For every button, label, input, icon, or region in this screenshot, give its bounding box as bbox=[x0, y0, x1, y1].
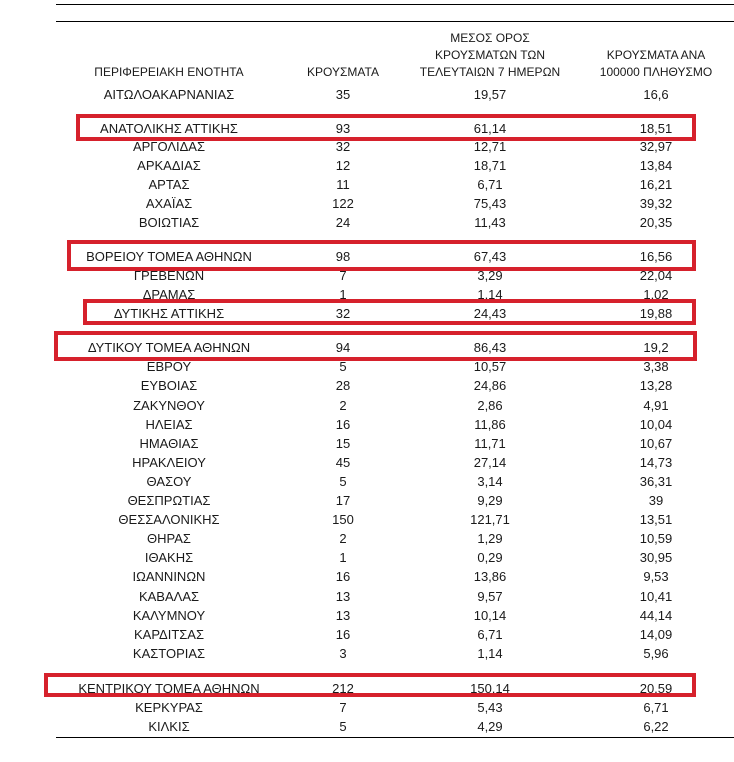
cases-cell: 5 bbox=[339, 474, 347, 489]
avg7-cell: 75,43 bbox=[473, 196, 507, 211]
region-cell: ΘΗΡΑΣ bbox=[147, 531, 191, 546]
table-row bbox=[56, 548, 734, 567]
per100k-cell: 3,38 bbox=[643, 359, 669, 374]
avg7-cell: 0,29 bbox=[477, 550, 503, 565]
per100k-cell: 10,41 bbox=[639, 589, 673, 604]
region-cell: ΙΩΑΝΝΙΝΩΝ bbox=[132, 569, 206, 584]
avg7-cell: 3,29 bbox=[477, 268, 503, 283]
per100k-cell: 5,96 bbox=[643, 646, 669, 661]
cases-cell: 2 bbox=[339, 398, 347, 413]
table-row bbox=[56, 625, 734, 644]
cases-cell: 16 bbox=[335, 569, 351, 584]
cases-cell: 28 bbox=[335, 378, 351, 393]
per100k-cell: 20,59 bbox=[639, 681, 673, 696]
per100k-cell: 30,95 bbox=[639, 550, 673, 565]
cases-cell: 24 bbox=[335, 215, 351, 230]
table-row bbox=[56, 717, 734, 736]
per100k-cell: 44,14 bbox=[639, 608, 673, 623]
table-row bbox=[56, 529, 734, 548]
highlight-box-voreiou-tomea bbox=[67, 240, 696, 271]
avg7-cell: 6,71 bbox=[477, 177, 503, 192]
avg7-cell: 24,43 bbox=[473, 306, 507, 321]
cases-cell: 16 bbox=[335, 417, 351, 432]
cases-cell: 45 bbox=[335, 455, 351, 470]
cases-cell: 1 bbox=[339, 550, 347, 565]
per100k-cell: 13,84 bbox=[639, 158, 673, 173]
region-cell: ΗΡΑΚΛΕΙΟΥ bbox=[132, 455, 206, 470]
region-cell: ΗΜΑΘΙΑΣ bbox=[139, 436, 199, 451]
region-cell: ΚΑΛΥΜΝΟΥ bbox=[132, 608, 206, 623]
avg7-cell: 10,14 bbox=[473, 608, 507, 623]
avg7-cell: 19,57 bbox=[473, 87, 507, 102]
per100k-cell: 39,32 bbox=[639, 196, 673, 211]
region-cell: ΙΘΑΚΗΣ bbox=[144, 550, 194, 565]
region-cell: ΚΑΡΔΙΤΣΑΣ bbox=[133, 627, 205, 642]
cases-cell: 15 bbox=[335, 436, 351, 451]
header-cases: ΚΡΟΥΣΜΑΤΑ bbox=[307, 65, 379, 79]
cases-cell: 98 bbox=[335, 249, 351, 264]
header-region: ΠΕΡΙΦΕΡΕΙΑΚΗ ΕΝΟΤΗΤΑ bbox=[94, 65, 244, 79]
cases-cell: 93 bbox=[335, 121, 351, 136]
cases-cell: 11 bbox=[336, 177, 350, 192]
cases-cell: 2 bbox=[339, 531, 347, 546]
per100k-cell: 36,31 bbox=[639, 474, 673, 489]
avg7-cell: 150,14 bbox=[470, 681, 510, 696]
per100k-cell: 22,04 bbox=[639, 268, 673, 283]
per100k-cell: 20,35 bbox=[639, 215, 673, 230]
table-row bbox=[56, 434, 734, 453]
avg7-cell: 1,14 bbox=[477, 287, 503, 302]
per100k-cell: 13,28 bbox=[639, 378, 673, 393]
cases-cell: 122 bbox=[332, 196, 354, 211]
cases-cell: 16 bbox=[335, 627, 351, 642]
per100k-cell: 14,73 bbox=[639, 455, 673, 470]
cases-cell: 212 bbox=[332, 681, 354, 696]
per100k-cell: 10,04 bbox=[639, 417, 673, 432]
region-cell: ΚΕΡΚΥΡΑΣ bbox=[135, 700, 203, 715]
cases-cell: 94 bbox=[335, 340, 351, 355]
avg7-cell: 5,43 bbox=[477, 700, 503, 715]
table-row bbox=[56, 175, 734, 194]
per100k-cell: 19,88 bbox=[639, 306, 673, 321]
table-row bbox=[56, 567, 734, 586]
avg7-cell: 67,43 bbox=[473, 249, 507, 264]
region-cell: ΒΟΙΩΤΙΑΣ bbox=[138, 215, 200, 230]
avg7-cell: 24,86 bbox=[473, 378, 507, 393]
per100k-cell: 16,6 bbox=[643, 87, 669, 102]
per100k-cell: 13,51 bbox=[639, 512, 673, 527]
table-row bbox=[56, 698, 734, 717]
table-row bbox=[56, 587, 734, 606]
region-cell: ΑΡΤΑΣ bbox=[148, 177, 190, 192]
table-row bbox=[56, 194, 734, 213]
avg7-cell: 11,43 bbox=[474, 215, 506, 230]
table-row bbox=[56, 491, 734, 510]
table-row bbox=[56, 376, 734, 395]
region-cell: ΑΝΑΤΟΛΙΚΗΣ ΑΤΤΙΚΗΣ bbox=[100, 121, 238, 136]
bottom-rule bbox=[56, 737, 734, 738]
cases-cell: 32 bbox=[335, 139, 351, 154]
avg7-cell: 11,71 bbox=[474, 436, 506, 451]
avg7-cell: 2,86 bbox=[477, 398, 503, 413]
avg7-cell: 1,14 bbox=[477, 646, 503, 661]
highlight-box-anatolikis-attikis bbox=[76, 114, 696, 141]
table-row bbox=[56, 415, 734, 434]
highlight-box-dytikis-attikis bbox=[83, 299, 696, 325]
table-row bbox=[56, 396, 734, 415]
table-row bbox=[56, 453, 734, 472]
cases-cell: 150 bbox=[332, 512, 354, 527]
avg7-cell: 6,71 bbox=[477, 627, 503, 642]
per100k-cell: 19,2 bbox=[643, 340, 669, 355]
per100k-cell: 1,02 bbox=[643, 287, 669, 302]
region-cell: ΘΕΣΠΡΩΤΙΑΣ bbox=[127, 493, 211, 508]
header-cases-per-100k: ΚΡΟΥΣΜΑΤΑ ΑΝΑ 100000 ΠΛΗΘΥΣΜΟ bbox=[599, 48, 713, 79]
per100k-cell: 16,21 bbox=[639, 177, 673, 192]
region-cell: ΚΑΣΤΟΡΙΑΣ bbox=[132, 646, 206, 661]
cases-cell: 17 bbox=[335, 493, 351, 508]
top-rule bbox=[56, 4, 734, 5]
highlight-box-dytikou-tomea bbox=[54, 331, 697, 361]
region-cell: ΑΧΑΪΑΣ bbox=[145, 196, 193, 211]
avg7-cell: 4,29 bbox=[477, 719, 503, 734]
region-cell: ΖΑΚΥΝΘΟΥ bbox=[133, 398, 205, 413]
avg7-cell: 11,86 bbox=[474, 417, 506, 432]
table-row bbox=[56, 156, 734, 175]
avg7-cell: 10,57 bbox=[473, 359, 507, 374]
region-cell: ΚΙΛΚΙΣ bbox=[148, 719, 190, 734]
region-cell: ΘΕΣΣΑΛΟΝΙΚΗΣ bbox=[118, 512, 220, 527]
avg7-cell: 12,71 bbox=[473, 139, 507, 154]
cases-cell: 5 bbox=[339, 719, 347, 734]
per100k-cell: 16,56 bbox=[639, 249, 673, 264]
header-rule bbox=[56, 21, 734, 22]
avg7-cell: 13,86 bbox=[473, 569, 507, 584]
region-cell: ΚΑΒΑΛΑΣ bbox=[138, 589, 200, 604]
cases-cell: 32 bbox=[335, 306, 351, 321]
per100k-cell: 6,71 bbox=[643, 700, 669, 715]
avg7-cell: 18,71 bbox=[473, 158, 507, 173]
per100k-cell: 32,97 bbox=[639, 139, 673, 154]
per100k-cell: 18,51 bbox=[639, 121, 673, 136]
cases-cell: 7 bbox=[339, 700, 347, 715]
header-7day-average: ΜΕΣΟΣ ΟΡΟΣ ΚΡΟΥΣΜΑΤΩΝ ΤΩΝ ΤΕΛΕΥΤΑΙΩΝ 7 ΗΜΕΡΩΝ bbox=[419, 31, 561, 79]
avg7-cell: 1,29 bbox=[477, 531, 503, 546]
region-cell: ΕΒΡΟΥ bbox=[146, 359, 192, 374]
region-cell: ΒΟΡΕΙΟΥ ΤΟΜΕΑ ΑΘΗΝΩΝ bbox=[86, 249, 252, 264]
region-cell: ΓΡΕΒΕΝΩΝ bbox=[133, 268, 205, 283]
highlight-box-kentrikou-tomea bbox=[44, 673, 696, 697]
table-row bbox=[56, 213, 734, 232]
region-cell: ΑΡΚΑΔΙΑΣ bbox=[137, 158, 201, 173]
region-cell: ΑΙΤΩΛΟΑΚΑΡΝΑΝΙΑΣ bbox=[103, 87, 235, 102]
table-row bbox=[56, 606, 734, 625]
per100k-cell: 10,59 bbox=[639, 531, 673, 546]
avg7-cell: 27,14 bbox=[473, 455, 507, 470]
cases-cell: 7 bbox=[339, 268, 347, 283]
region-cell: ΚΕΝΤΡΙΚΟΥ ΤΟΜΕΑ ΑΘΗΝΩΝ bbox=[78, 681, 260, 696]
region-cell: ΔΥΤΙΚΟΥ ΤΟΜΕΑ ΑΘΗΝΩΝ bbox=[87, 340, 251, 355]
cases-cell: 5 bbox=[339, 359, 347, 374]
per100k-cell: 9,53 bbox=[643, 569, 669, 584]
cases-cell: 12 bbox=[335, 158, 351, 173]
table-row bbox=[56, 510, 734, 529]
per100k-cell: 4,91 bbox=[643, 398, 669, 413]
per100k-cell: 10,67 bbox=[639, 436, 673, 451]
table-row bbox=[56, 644, 734, 663]
cases-cell: 35 bbox=[335, 87, 351, 102]
table-row bbox=[56, 85, 734, 104]
table-row bbox=[56, 472, 734, 491]
cases-cell: 3 bbox=[339, 646, 347, 661]
cases-cell: 13 bbox=[335, 589, 351, 604]
region-cell: ΗΛΕΙΑΣ bbox=[145, 417, 193, 432]
cases-cell: 13 bbox=[335, 608, 351, 623]
per100k-cell: 14,09 bbox=[639, 627, 673, 642]
region-cell: ΑΡΓΟΛΙΔΑΣ bbox=[132, 139, 206, 154]
per100k-cell: 39 bbox=[648, 493, 664, 508]
avg7-cell: 9,57 bbox=[477, 589, 503, 604]
cases-cell: 1 bbox=[339, 287, 347, 302]
region-cell: ΔΡΑΜΑΣ bbox=[142, 287, 196, 302]
region-cell: ΕΥΒΟΙΑΣ bbox=[140, 378, 198, 393]
avg7-cell: 3,14 bbox=[477, 474, 503, 489]
per100k-cell: 6,22 bbox=[643, 719, 669, 734]
avg7-cell: 9,29 bbox=[477, 493, 503, 508]
region-cell: ΘΑΣΟΥ bbox=[146, 474, 192, 489]
avg7-cell: 61,14 bbox=[473, 121, 507, 136]
avg7-cell: 86,43 bbox=[473, 340, 507, 355]
avg7-cell: 121,71 bbox=[470, 512, 510, 527]
region-cell: ΔΥΤΙΚΗΣ ΑΤΤΙΚΗΣ bbox=[113, 306, 225, 321]
